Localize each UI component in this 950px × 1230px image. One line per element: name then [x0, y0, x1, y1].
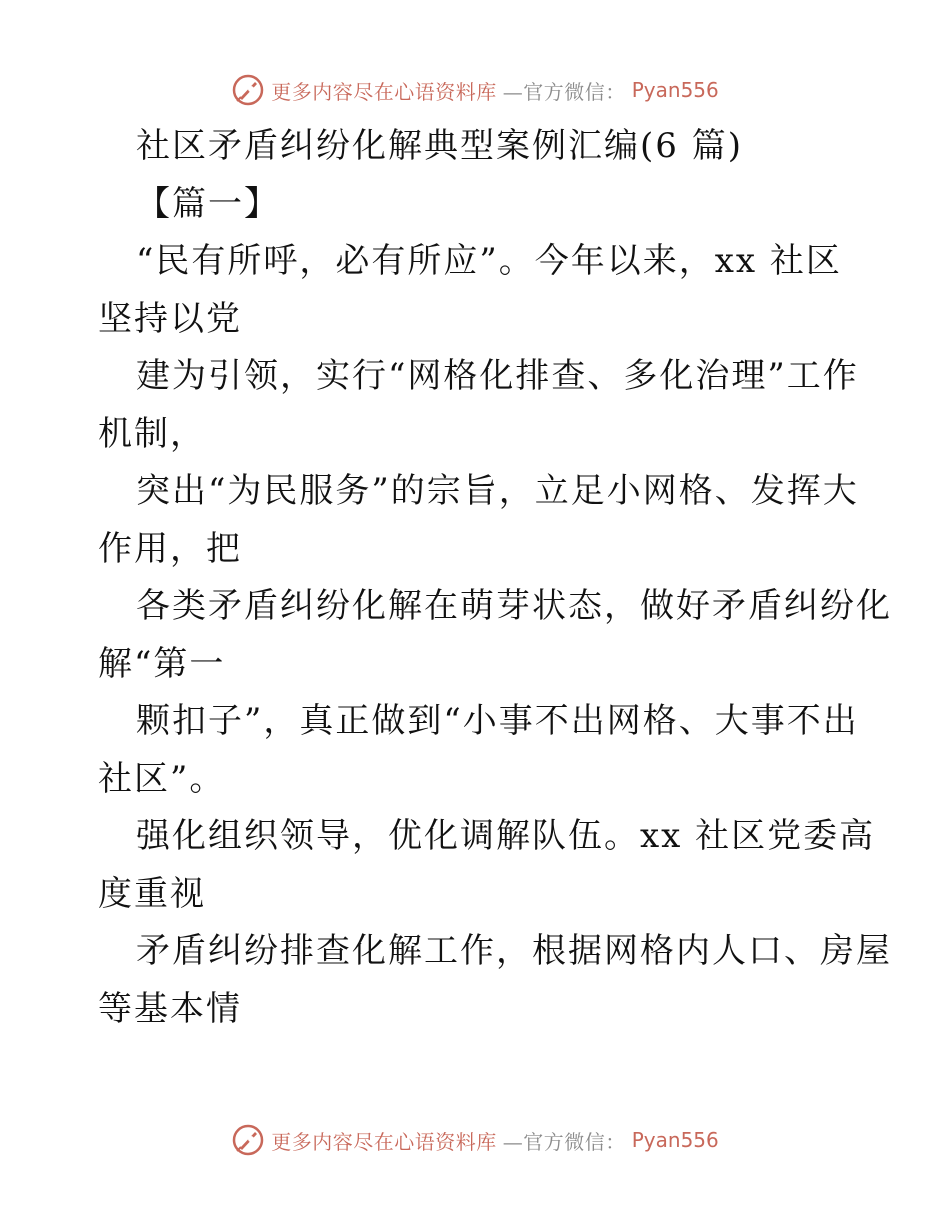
paragraph-line: 强化组织领导，优化调解队伍。xx 社区党委高: [136, 816, 876, 856]
quill-logo-icon: [231, 1123, 265, 1157]
paragraph-line: 等基本情: [98, 988, 242, 1029]
document-title: 社区矛盾纠纷化解典型案例汇编(6 篇): [136, 126, 743, 166]
watermark-wechat-id: Pyan556: [631, 78, 719, 102]
paragraph-line: 突出“为民服务”的宗旨，立足小网格、发挥大: [136, 471, 859, 511]
document-body: [98, 118, 892, 1038]
watermark-label: —官方微信：: [502, 1129, 626, 1154]
paragraph-line: 坚持以党: [98, 298, 242, 339]
paragraph-line: “民有所呼，必有所应”。今年以来，xx 社区: [136, 241, 842, 281]
section-heading: 【篇一】: [136, 183, 280, 224]
paragraph-line: 解“第一: [98, 643, 226, 684]
watermark-group: [231, 73, 719, 107]
paragraph-line: 社区”。: [98, 758, 226, 799]
paragraph-line: 颗扣子”，真正做到“小事不出网格、大事不出: [136, 701, 859, 741]
watermark-label: —官方微信：: [502, 79, 626, 104]
watermark-group: [231, 1123, 719, 1157]
paragraph-line: 度重视: [98, 873, 206, 914]
paragraph-line: 作用，把: [98, 528, 242, 569]
footer-watermark: [0, 1122, 950, 1158]
quill-logo-icon: [231, 73, 265, 107]
paragraph-line: 机制，: [98, 413, 206, 454]
watermark-slogan: 更多内容尽在心语资料库: [271, 1129, 497, 1154]
watermark-wechat-id: Pyan556: [631, 1128, 719, 1152]
paragraph-line: 各类矛盾纠纷化解在萌芽状态，做好矛盾纠纷化: [136, 586, 892, 626]
header-watermark: [0, 72, 950, 108]
paragraph-line: 矛盾纠纷排查化解工作，根据网格内人口、房屋: [136, 931, 892, 971]
watermark-slogan: 更多内容尽在心语资料库: [271, 79, 497, 104]
paragraph-line: 建为引领，实行“网格化排查、多化治理”工作: [136, 356, 859, 396]
